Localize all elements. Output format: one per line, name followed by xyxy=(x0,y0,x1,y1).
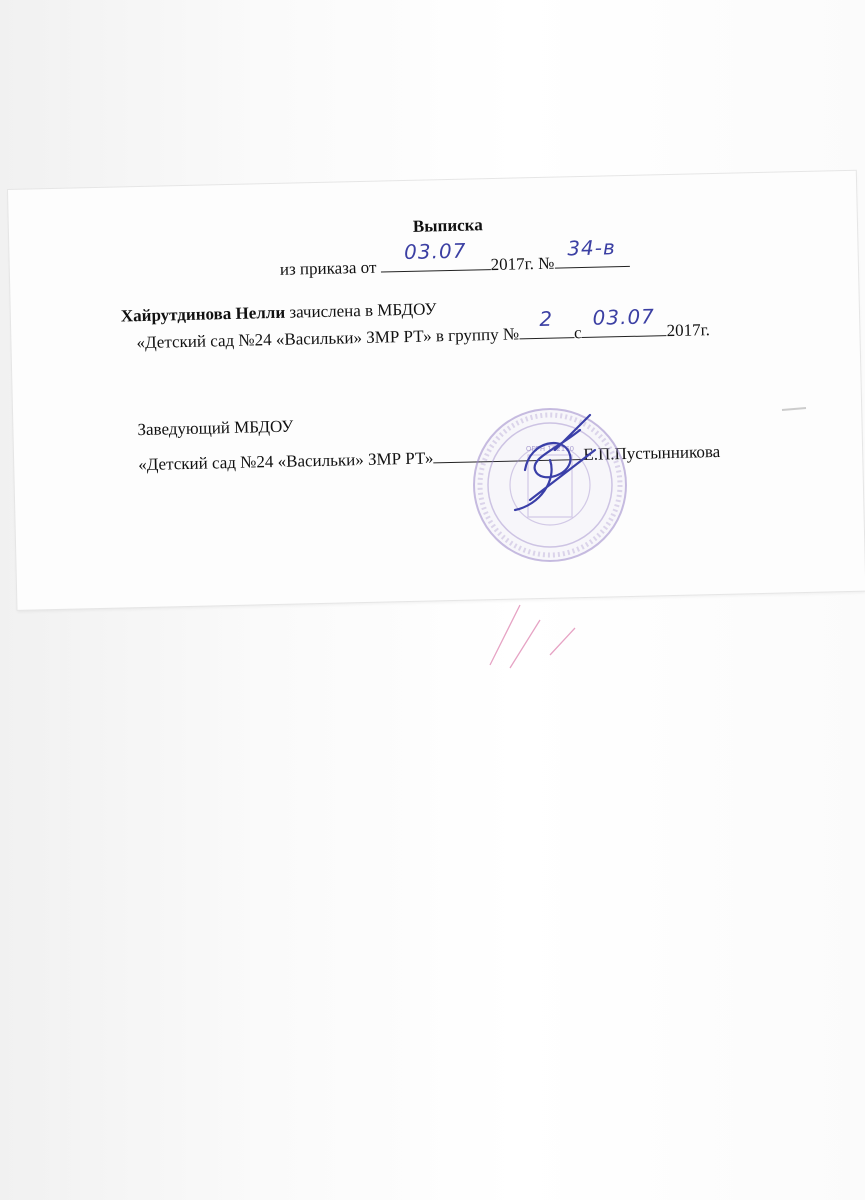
enrolled-text: зачислена в МБДОУ xyxy=(289,299,437,322)
from-prefix: с xyxy=(573,323,582,343)
head-title: Заведующий МБДОУ xyxy=(137,416,294,440)
order-line xyxy=(279,235,630,281)
order-date-field xyxy=(380,238,490,272)
order-number-handwritten: 34-в xyxy=(567,235,617,261)
head-name: Е.П.Пустынникова xyxy=(583,441,721,465)
kindergarten-name: «Детский сад №24 «Васильки» ЗМР РТ» в группу № xyxy=(136,324,520,353)
document-sheet xyxy=(8,171,865,610)
document-title: Выписка xyxy=(412,215,483,236)
pink-mark xyxy=(480,600,580,670)
child-name: Хайрутдинова Нелли xyxy=(120,302,286,326)
scan-speck xyxy=(780,400,810,420)
head-line xyxy=(138,436,721,476)
order-date-handwritten: 03.07 xyxy=(403,238,467,265)
order-year: 2017г. № xyxy=(490,253,555,275)
from-year: 2017г. xyxy=(666,320,711,341)
signature-scribble xyxy=(495,410,615,520)
from-date-field xyxy=(581,304,666,338)
group-number-field xyxy=(519,306,574,339)
order-prefix: из приказа от xyxy=(279,257,377,279)
group-number-handwritten: 2 xyxy=(539,306,554,331)
from-date-handwritten: 03.07 xyxy=(592,304,656,330)
stamp-ogrn: ОГРН 102160 xyxy=(525,445,575,453)
order-number-field xyxy=(554,235,629,269)
head-org: «Детский сад №24 «Васильки» ЗМР РТ» xyxy=(138,448,434,475)
